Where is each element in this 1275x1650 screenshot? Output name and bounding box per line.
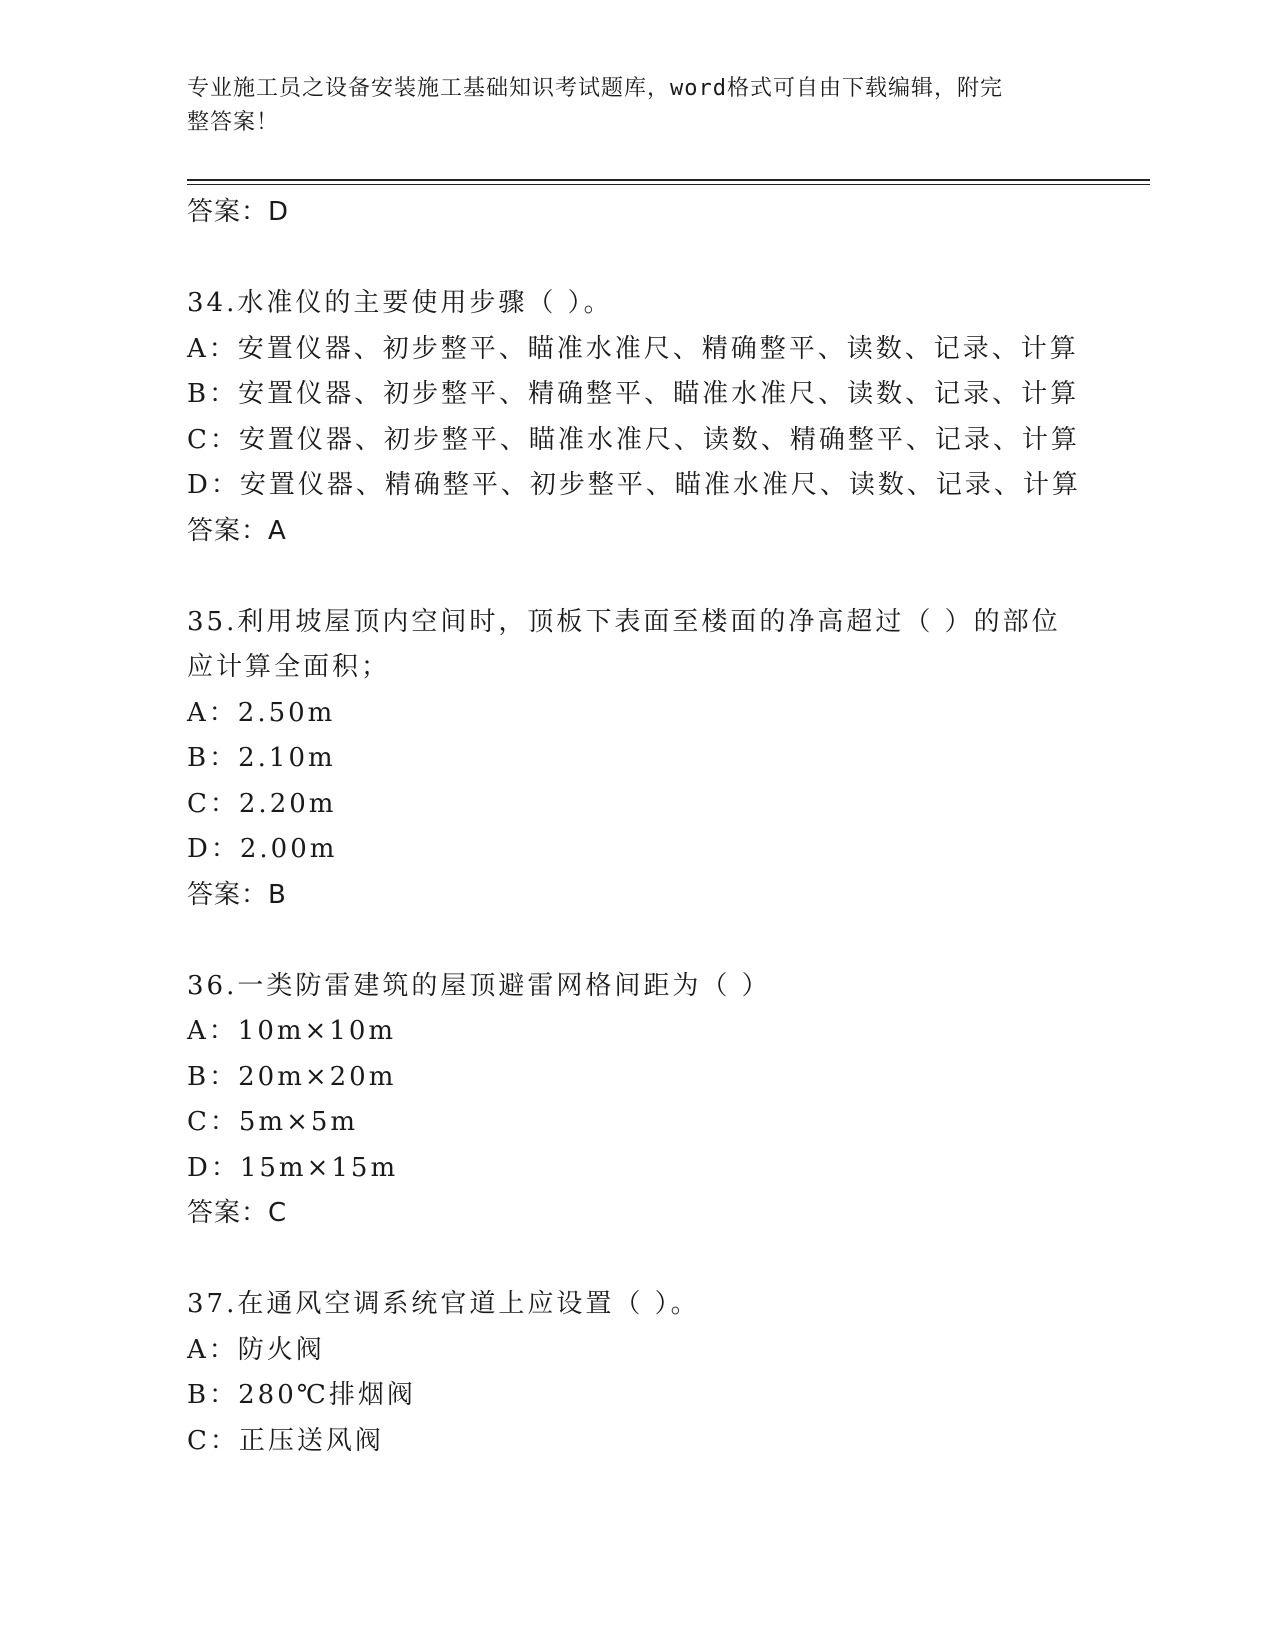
question-34	[187, 281, 1137, 554]
option-d: D：15m×15m	[187, 1152, 399, 1183]
answer-line: 答案：C	[187, 1198, 288, 1228]
option-b: B：20m×20m	[187, 1061, 397, 1092]
question-35	[187, 600, 1137, 919]
header-divider-thick	[187, 179, 1150, 181]
spacer	[187, 236, 1137, 282]
option-b: B：安置仪器、初步整平、精确整平、瞄准水准尺、读数、记录、计算	[187, 379, 1080, 409]
option-b: B：2.10m	[187, 743, 336, 773]
option-c: C：正压送风阀	[187, 1425, 384, 1456]
option-a: A：安置仪器、初步整平、瞄准水准尺、精确整平、读数、记录、计算	[187, 333, 1079, 364]
spacer	[187, 554, 1137, 600]
document-header	[187, 72, 1067, 140]
answer-line: 答案：A	[187, 515, 287, 546]
option-d: D：2.00m	[187, 834, 338, 864]
spacer	[187, 1237, 1137, 1283]
question-list	[187, 190, 1137, 1464]
option-c: C：5m×5m	[187, 1107, 359, 1137]
question-text: 35.利用坡屋顶内空间时，顶板下表面至楼面的净高超过（ ）的部位	[187, 606, 1061, 637]
option-d: D：安置仪器、精确整平、初步整平、瞄准水准尺、读数、记录、计算	[187, 470, 1081, 500]
option-c: C：安置仪器、初步整平、瞄准水准尺、读数、精确整平、记录、计算	[187, 424, 1080, 455]
header-line-1: 专业施工员之设备安装施工基础知识考试题库，word格式可自由下载编辑，附完	[187, 76, 1003, 101]
answer-line: 答案：B	[187, 879, 287, 910]
header-line-2: 整答案！	[187, 110, 280, 135]
spacer	[187, 918, 1137, 964]
option-a: A：10m×10m	[187, 1016, 397, 1046]
option-a: A：防火阀	[187, 1334, 325, 1365]
question-text-continued: 应计算全面积；	[187, 652, 391, 682]
question-text: 36.一类防雷建筑的屋顶避雷网格间距为（ ）	[187, 970, 771, 1001]
option-b: B：280℃排烟阀	[187, 1380, 416, 1410]
option-a: A：2.50m	[187, 697, 336, 728]
question-text: 37.在通风空调系统官道上应设置（ ）。	[187, 1289, 700, 1319]
header-divider-thin	[187, 184, 1150, 185]
question-text: 34.水准仪的主要使用步骤（ ）。	[187, 288, 613, 318]
answer-line: 答案：D	[187, 197, 290, 227]
option-c: C：2.20m	[187, 788, 337, 819]
question-37	[187, 1282, 1137, 1464]
question-36	[187, 964, 1137, 1237]
